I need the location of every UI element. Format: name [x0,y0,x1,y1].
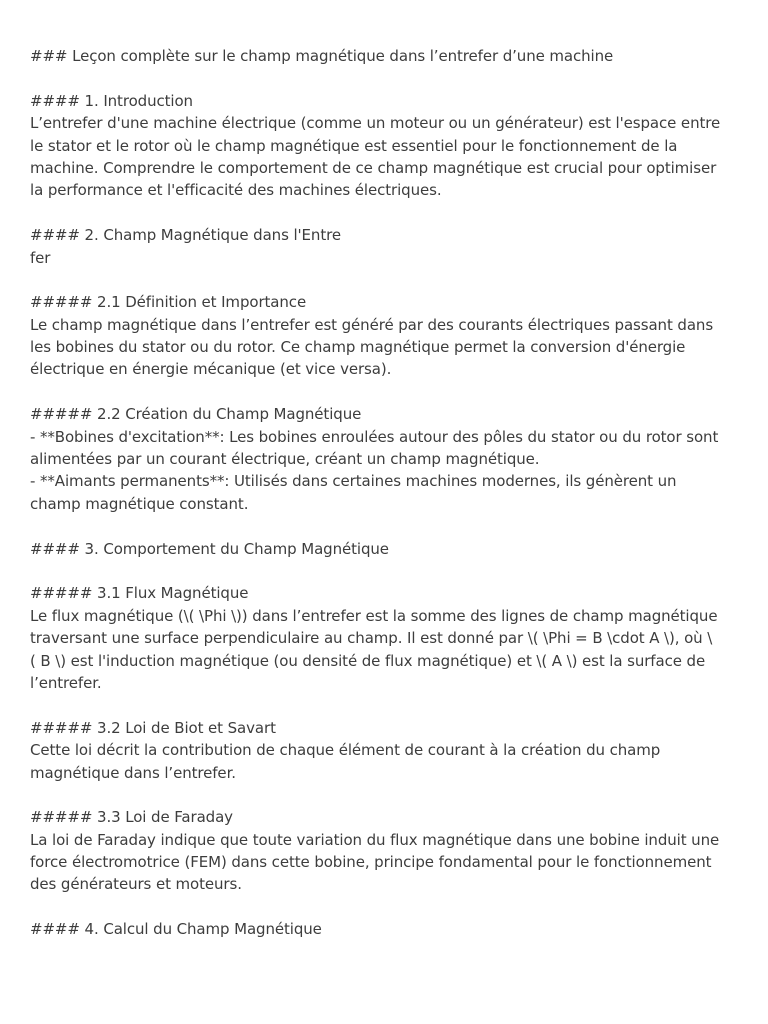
heading-line: ##### 2.2 Création du Champ Magnétique [30,405,362,424]
paragraph-line: Le flux magnétique (\( \Phi \)) dans l’entrefer est la somme des lignes de champ magnétique [30,606,718,625]
paragraph-line: traversant une surface perpendiculaire au champ. Il est donné par \( \Phi = B \cdot A \), où \ [30,629,713,648]
paragraph-line: force électromotrice (FEM) dans cette bobine, principe fondamental pour le fonctionnement [30,853,712,872]
bullet-line: - **Aimants permanents**: Utilisés dans certaines machines modernes, ils génèrent un [30,472,677,491]
paragraph-line: Le champ magnétique dans l’entrefer est généré par des courants électriques passant dans [30,315,714,334]
paragraph-line: champ magnétique constant. [30,494,249,513]
document-text [30,45,745,941]
paragraph-line: la performance et l'efficacité des machines électriques. [30,181,442,200]
paragraph-line: l’entrefer. [30,673,102,692]
heading-line: #### 2. Champ Magnétique dans l'Entre [30,226,341,245]
heading-line: ##### 2.1 Définition et Importance [30,293,307,312]
paragraph-line: fer [30,248,51,267]
paragraph-line: alimentées par un courant électrique, créant un champ magnétique. [30,450,540,469]
paragraph-line: les bobines du stator ou du rotor. Ce champ magnétique permet la conversion d'énergie [30,338,686,357]
paragraph-line: machine. Comprendre le comportement de ce champ magnétique est crucial pour optimiser [30,158,717,177]
paragraph-line: La loi de Faraday indique que toute variation du flux magnétique dans une bobine induit une [30,830,720,849]
heading-line: ##### 3.1 Flux Magnétique [30,584,249,603]
paragraph-line: magnétique dans l’entrefer. [30,763,236,782]
heading-line: ##### 3.2 Loi de Biot et Savart [30,718,276,737]
blank-line [30,896,745,918]
blank-line [30,202,745,224]
blank-line [30,381,745,403]
paragraph-line: ( B \) est l'induction magnétique (ou densité de flux magnétique) et \( A \) est la surface de [30,651,706,670]
heading-line: #### 3. Comportement du Champ Magnétique [30,539,389,558]
paragraph-line: Cette loi décrit la contribution de chaque élément de courant à la création du champ [30,741,661,760]
blank-line [30,784,745,806]
heading-line: #### 1. Introduction [30,91,193,110]
blank-line [30,67,745,89]
heading-line: #### 4. Calcul du Champ Magnétique [30,920,322,939]
blank-line [30,515,745,537]
paragraph-line: le stator et le rotor où le champ magnétique est essentiel pour le fonctionnement de la [30,136,678,155]
blank-line [30,269,745,291]
heading-line: ### Leçon complète sur le champ magnétique dans l’entrefer d’une machine [30,47,614,65]
heading-line: ##### 3.3 Loi de Faraday [30,808,233,827]
paragraph-line: des générateurs et moteurs. [30,875,242,894]
bullet-line: - **Bobines d'excitation**: Les bobines enroulées autour des pôles du stator ou du rotor sont [30,427,719,446]
blank-line [30,560,745,582]
paragraph-line: électrique en énergie mécanique (et vice versa). [30,360,392,379]
paragraph-line: L’entrefer d'une machine électrique (comme un moteur ou un générateur) est l'espace entre [30,114,721,133]
blank-line [30,694,745,716]
